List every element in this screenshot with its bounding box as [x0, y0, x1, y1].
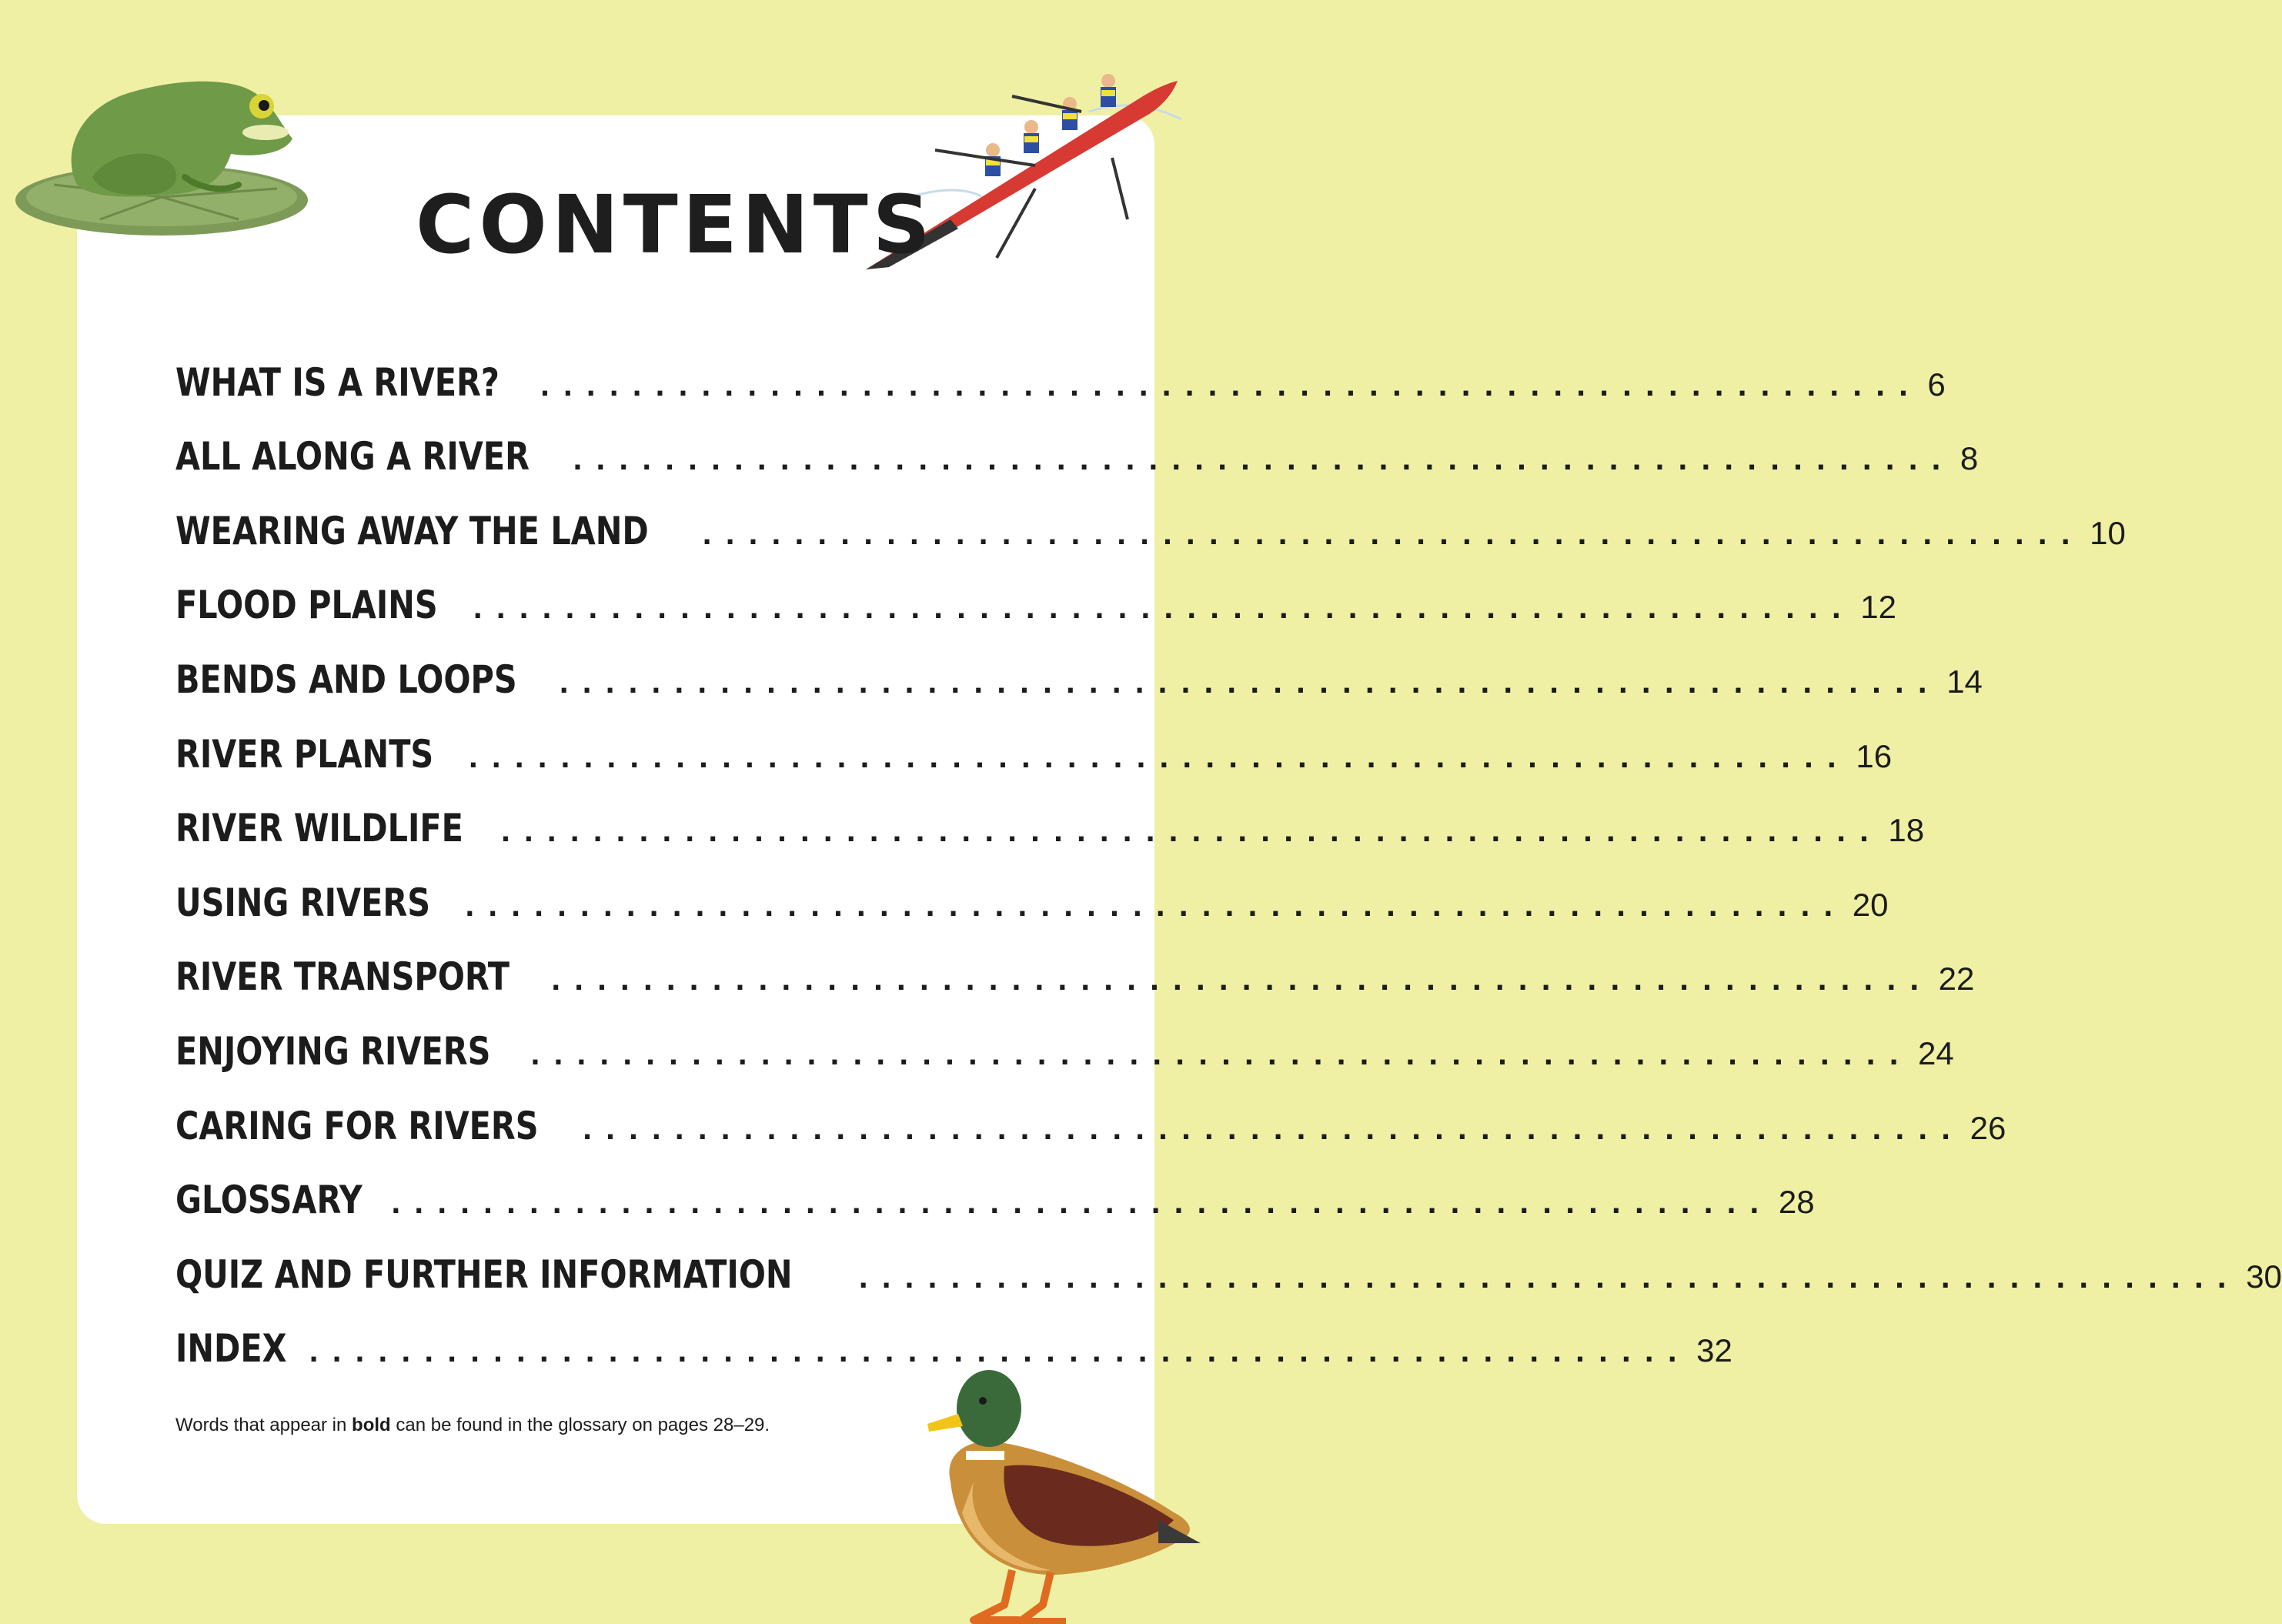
toc-entry [175, 937, 1975, 1012]
toc-entry [175, 491, 2126, 566]
footnote-text-end: can be found in the glossary on pages 28–29. [390, 1415, 770, 1435]
toc-entry [175, 863, 1889, 937]
toc-entry [175, 1235, 2282, 1309]
toc-label: GLOSSARY [175, 1178, 363, 1223]
duck-bill [927, 1414, 963, 1432]
toc-page-number: 12 [1860, 589, 1896, 626]
toc-page-number: 32 [1696, 1332, 1732, 1369]
toc-entry [175, 1161, 1815, 1235]
toc-page-number: 30 [2246, 1258, 2282, 1295]
toc-row [175, 954, 1975, 1011]
toc-label: FLOOD PLAINS [175, 583, 438, 628]
page-title: CONTENTS [416, 178, 935, 272]
frog-lily-pad-illustration [8, 62, 316, 239]
toc-label: RIVER WILDLIFE [175, 806, 463, 851]
toc-entry [175, 1309, 1732, 1384]
dot-leader: ............................................................ [468, 743, 1850, 774]
toc-page-number: 28 [1778, 1184, 1815, 1221]
toc-entry [175, 789, 1925, 864]
toc-label: RIVER TRANSPORT [175, 954, 510, 1000]
toc-page-number: 16 [1856, 737, 1893, 774]
toc-row [175, 1326, 1732, 1383]
toc-entry [175, 1011, 1954, 1086]
duck-feet [974, 1570, 1066, 1622]
toc-page-number: 8 [1960, 440, 1979, 477]
toc-label: BENDS AND LOOPS [175, 657, 517, 702]
footnote-text: Words that appear in [175, 1415, 352, 1435]
toc-page-number: 24 [1918, 1034, 1954, 1071]
dot-leader: ............................................................ [582, 1114, 1964, 1146]
toc-row [175, 1251, 2282, 1309]
toc-page-number: 18 [1888, 812, 1925, 849]
toc-label: RIVER PLANTS [175, 731, 434, 777]
toc-label: INDEX [175, 1326, 287, 1372]
toc-entry [175, 343, 1946, 417]
footnote-bold-word: bold [352, 1415, 391, 1435]
dot-leader: ............................................................ [550, 966, 1933, 997]
mallard-duck-illustration [927, 1366, 1212, 1624]
toc-row [175, 731, 1893, 789]
footnote [175, 1415, 770, 1436]
toc-entry [175, 417, 1979, 492]
dot-leader: ............................................................ [540, 371, 1922, 403]
toc-entry [175, 714, 1893, 789]
toc-entry [175, 566, 1896, 640]
toc-entry [175, 640, 1983, 714]
toc-page-number: 10 [2090, 514, 2126, 551]
toc-row [175, 359, 1946, 417]
dot-leader: ............................................................ [858, 1263, 2240, 1295]
toc-row [175, 657, 1983, 714]
toc-label: CARING FOR RIVERS [175, 1103, 539, 1148]
toc-label: WHAT IS A RIVER? [175, 359, 500, 405]
toc-page-number: 26 [1970, 1109, 2006, 1146]
dot-leader: ............................................................ [390, 1189, 1772, 1221]
toc-label: QUIZ AND FURTHER INFORMATION [175, 1251, 793, 1297]
table-of-contents [175, 343, 2282, 1383]
dot-leader: ............................................................ [702, 520, 2084, 551]
toc-entry [175, 1086, 2006, 1161]
toc-row [175, 434, 1979, 491]
dot-leader: ............................................................ [559, 668, 1941, 700]
toc-page-number: 14 [1946, 663, 1983, 700]
toc-label: USING RIVERS [175, 880, 431, 925]
dot-leader: ............................................................ [530, 1040, 1912, 1071]
toc-label: ENJOYING RIVERS [175, 1028, 491, 1074]
dot-leader: ............................................................ [572, 446, 1954, 477]
toc-row [175, 1178, 1815, 1235]
toc-row [175, 508, 2126, 566]
toc-row [175, 1028, 1954, 1086]
toc-label: ALL ALONG A RIVER [175, 434, 530, 480]
dot-leader: ............................................................ [309, 1338, 1691, 1369]
dot-leader: ............................................................ [473, 594, 1855, 626]
dot-leader: ............................................................ [464, 891, 1846, 923]
dot-leader: ............................................................ [500, 817, 1883, 849]
toc-row [175, 583, 1896, 640]
toc-page-number: 20 [1852, 886, 1889, 923]
toc-row [175, 806, 1925, 863]
toc-label: WEARING AWAY THE LAND [175, 508, 649, 553]
toc-page-number: 22 [1938, 961, 1975, 997]
toc-row [175, 1103, 2006, 1161]
toc-row [175, 880, 1889, 937]
toc-page-number: 6 [1927, 366, 1946, 403]
